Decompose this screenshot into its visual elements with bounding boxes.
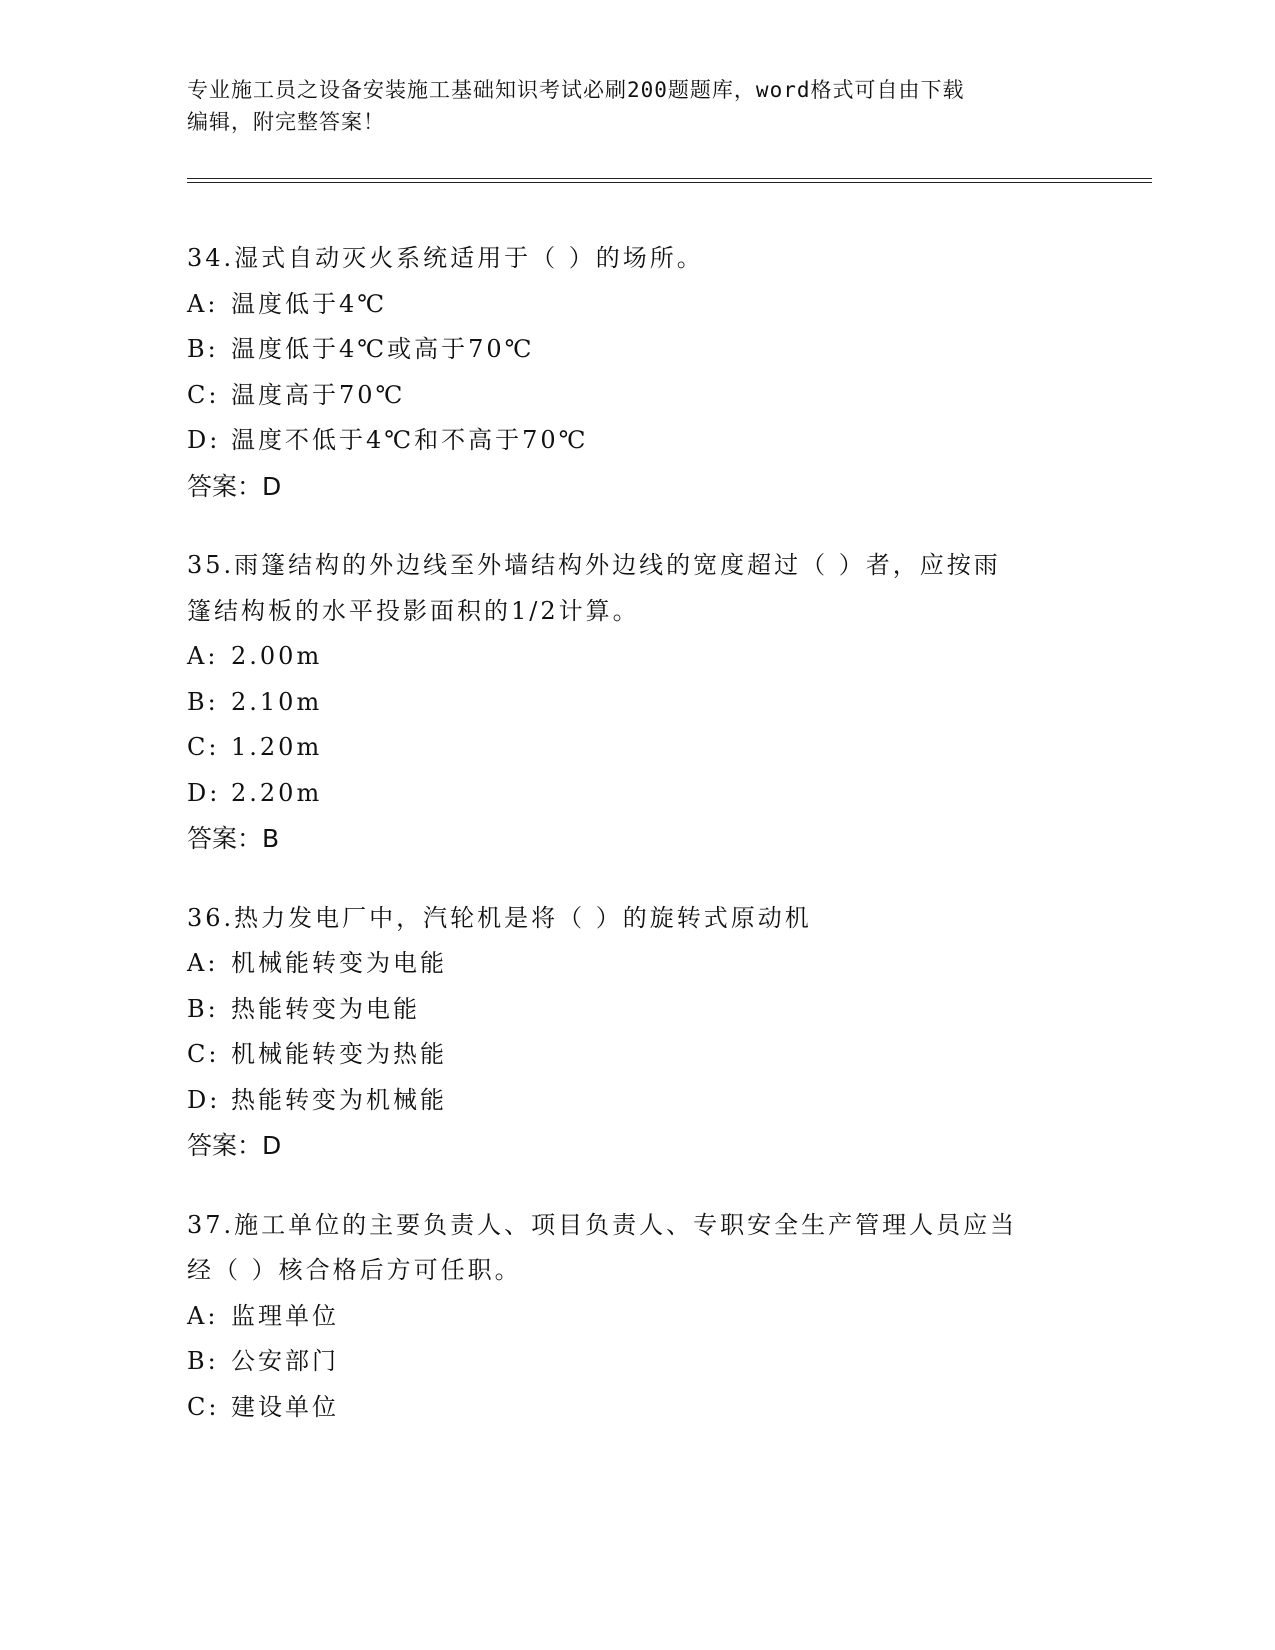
question-stem-continued: 篷结构板的水平投影面积的1/2计算。 (187, 596, 640, 625)
option-b (187, 327, 1087, 373)
option-text: 建设单位 (231, 1392, 339, 1421)
question-stem-continued: 经（ ）核合格后方可任职。 (187, 1256, 522, 1284)
option-text: 机械能转变为热能 (231, 1040, 447, 1068)
option-letter: C: (187, 1392, 220, 1421)
option-letter: C: (187, 1040, 220, 1068)
option-letter: B: (187, 994, 219, 1023)
question-stem: 37.施工单位的主要负责人、项目负责人、专职安全生产管理人员应当 (187, 1210, 1018, 1239)
option-text: 监理单位 (231, 1301, 339, 1330)
option-text: 温度低于4℃ (231, 289, 388, 318)
option-letter: B: (187, 687, 219, 716)
option-letter: C: (187, 733, 220, 761)
option-c (187, 1385, 1087, 1431)
question-36 (187, 896, 1087, 1169)
answer-line: 答案：D (187, 471, 282, 501)
option-letter: A: (187, 642, 219, 670)
header-double-rule (187, 178, 1152, 183)
option-d (187, 1078, 1087, 1124)
option-d (187, 771, 1087, 817)
option-letter: D: (187, 426, 221, 454)
option-a (187, 634, 1087, 680)
option-text: 温度不低于4℃和不高于70℃ (231, 426, 589, 454)
option-text: 1.20m (231, 733, 323, 761)
option-c (187, 373, 1087, 419)
option-text: 机械能转变为电能 (231, 949, 447, 977)
option-letter: A: (187, 949, 219, 977)
option-d (187, 418, 1087, 464)
question-34 (187, 236, 1087, 509)
option-b (187, 680, 1087, 726)
option-letter: A: (187, 1301, 219, 1330)
option-letter: C: (187, 380, 220, 409)
option-text: 公安部门 (231, 1347, 339, 1375)
option-a (187, 282, 1087, 328)
option-letter: B: (187, 335, 219, 363)
question-stem: 34.湿式自动灭火系统适用于（ ）的场所。 (187, 244, 704, 272)
option-text: 2.20m (231, 778, 323, 807)
option-b (187, 987, 1087, 1033)
option-letter: D: (187, 778, 221, 807)
option-a (187, 941, 1087, 987)
question-stem: 36.热力发电厂中，汽轮机是将（ ）的旋转式原动机 (187, 903, 812, 932)
option-letter: A: (187, 289, 219, 318)
question-37 (187, 1203, 1087, 1431)
answer-line: 答案：D (187, 1131, 282, 1160)
option-letter: B: (187, 1347, 219, 1375)
page-header (187, 74, 1087, 138)
option-text: 热能转变为机械能 (231, 1085, 447, 1114)
question-list (187, 236, 1087, 1464)
option-text: 热能转变为电能 (231, 994, 420, 1023)
option-text: 2.00m (231, 642, 323, 670)
answer-line: 答案：B (187, 824, 280, 853)
option-letter: D: (187, 1085, 221, 1114)
header-title-line-2: 编辑，附完整答案！ (187, 110, 385, 134)
option-text: 温度高于70℃ (231, 380, 406, 409)
option-b (187, 1339, 1087, 1385)
question-35 (187, 543, 1087, 862)
option-a (187, 1294, 1087, 1340)
option-c (187, 1032, 1087, 1078)
option-text: 温度低于4℃或高于70℃ (231, 335, 535, 363)
question-stem: 35.雨篷结构的外边线至外墙结构外边线的宽度超过（ ）者，应按雨 (187, 551, 1001, 579)
header-title-line-1: 专业施工员之设备安装施工基础知识考试必刷200题题库，word格式可自由下载 (187, 78, 965, 102)
option-text: 2.10m (231, 687, 323, 716)
option-c (187, 725, 1087, 771)
